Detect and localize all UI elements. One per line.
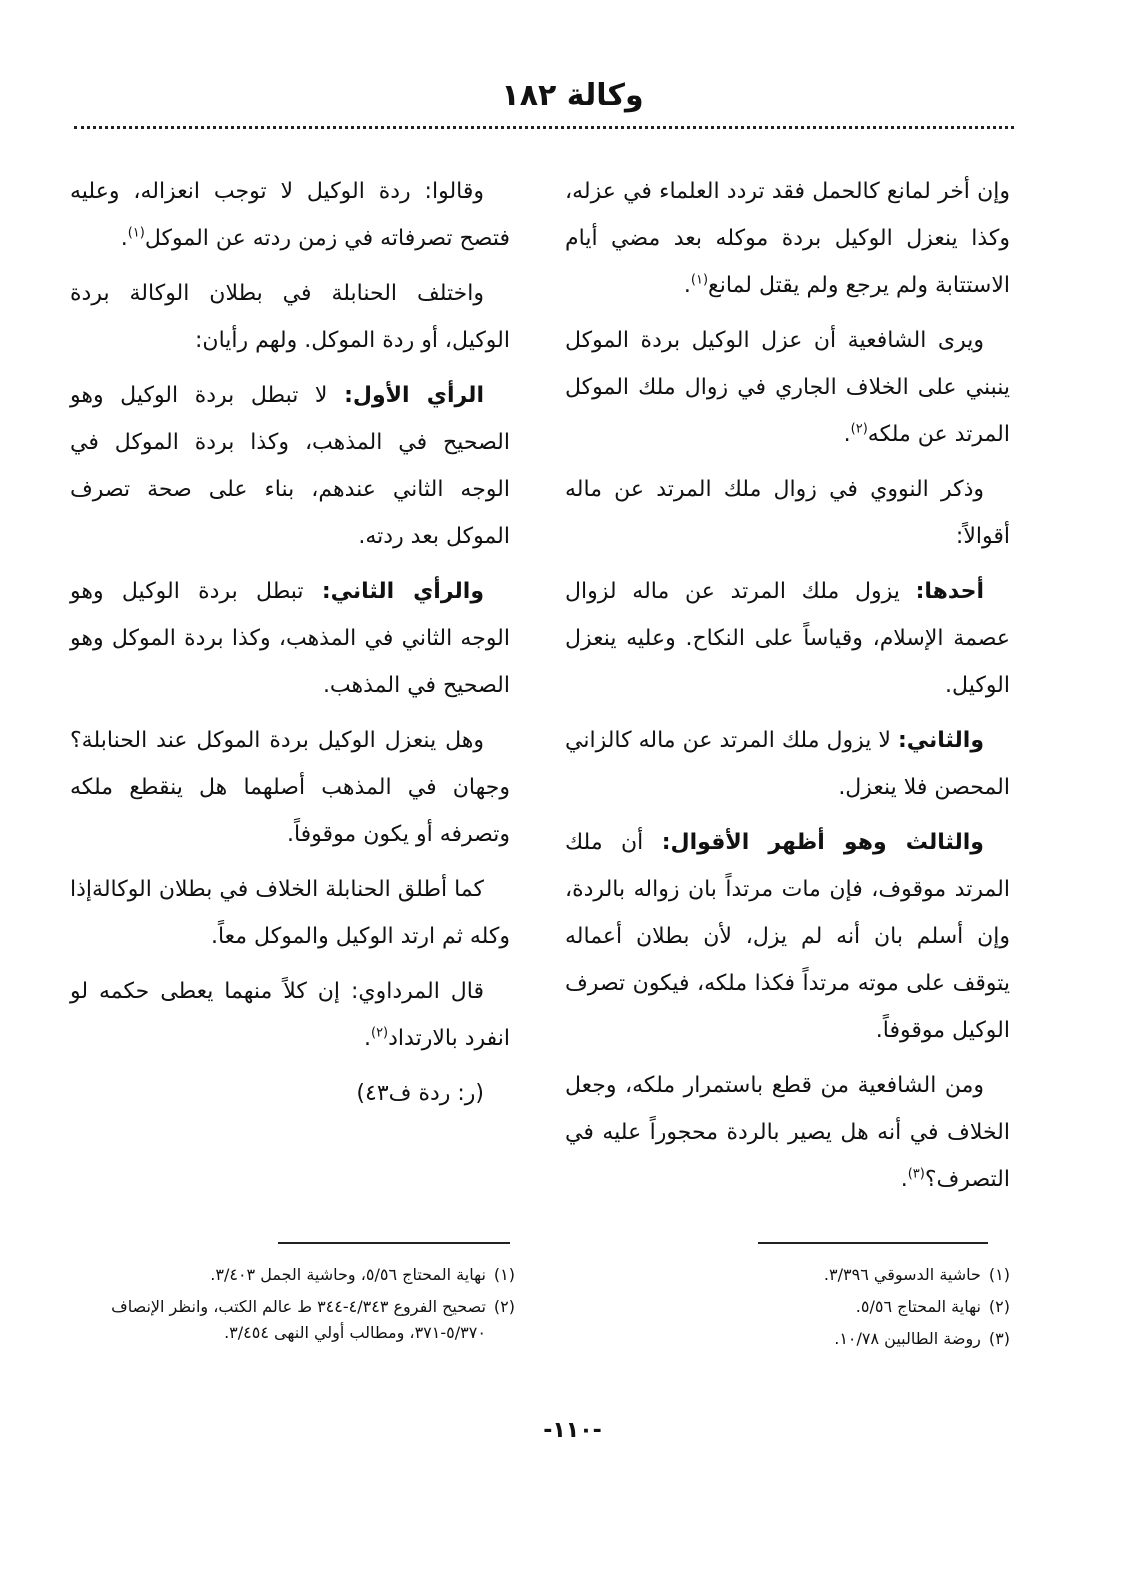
footnote-text: نهاية المحتاج ٥/٥٦، وحاشية الجمل ٣/٤٠٣. [210, 1265, 486, 1284]
footnote-number: (٢) [988, 1297, 1010, 1316]
footnote [640, 1262, 1010, 1288]
footnote-marker: (١) [690, 272, 709, 288]
footnote [70, 1262, 515, 1288]
paragraph: أحدها: يزول ملك المرتد عن ماله لزوال عصمة الإسلام، وقياساً على النكاح. وعليه ينعزل الوكيل. [565, 579, 1010, 698]
paragraph: وهل ينعزل الوكيل بردة الموكل عند الحنابلة؟ وجهان في المذهب أصلهما هل ينقطع ملكه وتصرفه أو يكون موقوفاً. [70, 728, 510, 847]
paragraph: وقالوا: ردة الوكيل لا توجب انعزاله، وعليه فتصح تصرفاته في زمن ردته عن الموكل$^{(١)}$. [70, 179, 510, 251]
footnote-marker: (٣) [907, 1166, 925, 1182]
paragraph: قال المرداوي: إن كلاً منهما يعطى حكمه لو انفرد بالارتداد$^{(٢)}$. [70, 979, 510, 1051]
bold-term: والرأي الثاني: [321, 579, 485, 604]
paragraph: كما أطلق الحنابلة الخلاف في بطلان الوكالةإذا وكله ثم ارتد الوكيل والموكل معاً. [70, 877, 510, 949]
footnote-marker: (١) [127, 225, 145, 241]
footnote-separator-right [758, 1242, 988, 1244]
footnote [70, 1294, 515, 1346]
page-number: -١١٠- [543, 1418, 602, 1443]
paragraph: واختلف الحنابلة في بطلان الوكالة بردة الوكيل، أو ردة الموكل. ولهم رأيان: [70, 281, 510, 353]
footnote-marker: (٢) [370, 1025, 389, 1041]
bold-term: والثاني: [897, 728, 984, 753]
paragraph: وإن أخر لمانع كالحمل فقد تردد العلماء في عزله، وكذا ينعزل الوكيل بردة موكله بعد مضي أيام الاستتابة ولم يرجع ولم يقتل لمانع$^{(١)}$. [565, 179, 1010, 298]
header-dotted-divider [74, 126, 1014, 129]
paragraph: ويرى الشافعية أن عزل الوكيل بردة الموكل ينبني على الخلاف الجاري في زوال ملك الموكل المرتد عن ملكه$^{(٢)}$. [565, 328, 1010, 447]
footnote-text: حاشية الدسوقي ٣/٣٩٦. [823, 1265, 981, 1284]
bold-term: أحدها: [915, 579, 984, 604]
page-header-title: وكالة ١٨٢ [501, 78, 644, 113]
footnote-separator-left [278, 1242, 510, 1244]
paragraph: والرأي الثاني: تبطل بردة الوكيل وهو الوجه الثاني في المذهب، وكذا بردة الموكل وهو الصحيح في المذهب. [70, 579, 510, 698]
paragraph: ومن الشافعية من قطع باستمرار ملكه، وجعل الخلاف في أنه هل يصير بالردة محجوراً عليه في التصرف؟$^{(٣)}$. [565, 1073, 1010, 1192]
right-text-column [565, 168, 1010, 1211]
footnote-number: (٢) [493, 1297, 515, 1316]
footnote-number: (١) [493, 1265, 515, 1284]
paragraph: والثاني: لا يزول ملك المرتد عن ماله كالزاني المحصن فلا ينعزل. [565, 728, 1010, 800]
footnote-number: (٣) [988, 1329, 1010, 1348]
footnotes-right [640, 1262, 1010, 1358]
footnotes-left [70, 1262, 515, 1352]
footnote [640, 1326, 1010, 1352]
bold-term: الرأي الأول: [344, 383, 484, 408]
paragraph: وذكر النووي في زوال ملك المرتد عن ماله أقوالاً: [565, 477, 1010, 549]
footnote-text: نهاية المحتاج ٥/٥٦. [855, 1297, 981, 1316]
footnote-text: تصحيح الفروع ٤/٣٤٣-٣٤٤ ط عالم الكتب، وانظر الإنصاف ٥/٣٧٠-٣٧١، ومطالب أولي النهى ٣/٤٥٤. [111, 1297, 486, 1342]
footnote-text: روضة الطالبين ١٠/٧٨. [834, 1329, 981, 1348]
footnote-marker: (٢) [850, 421, 868, 437]
paragraph: الرأي الأول: لا تبطل بردة الوكيل وهو الصحيح في المذهب، وكذا بردة الموكل في الوجه الثاني عندهم، بناء على صحة تصرف الموكل بعد ردته. [70, 383, 510, 549]
cross-reference: (ر: ردة ف٤٣) [356, 1081, 484, 1106]
bold-term: والثالث وهو أظهر الأقوال: [661, 830, 984, 855]
paragraph: والثالث وهو أظهر الأقوال: أن ملك المرتد موقوف، فإن مات مرتداً بان زواله بالردة، وإن أسلم بان أنه لم يزل، لأن بطلان أعماله يتوقف على موته مرتداً فكذا ملكه، فيكون تصرف الوكيل موقوفاً. [565, 830, 1010, 1043]
footnote-number: (١) [988, 1265, 1010, 1284]
left-text-column [70, 168, 510, 1125]
footnote [640, 1294, 1010, 1320]
